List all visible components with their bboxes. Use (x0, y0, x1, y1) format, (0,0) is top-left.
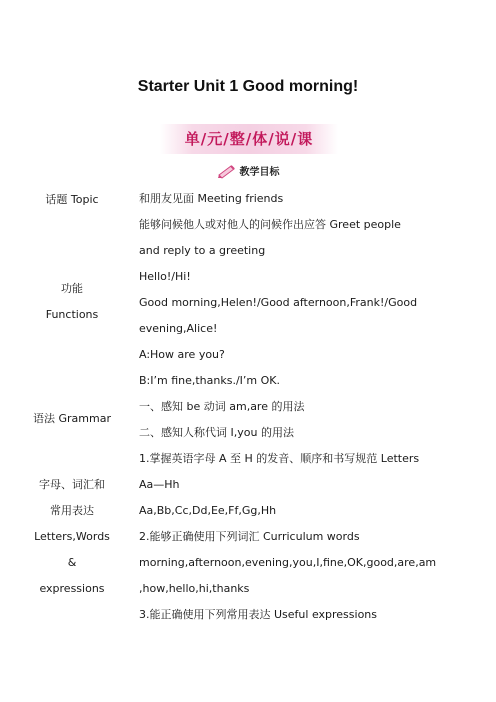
content-line: morning,afternoon,evening,you,I,fine,OK,good,are,am (139, 556, 437, 569)
letters-label-3: Letters,Words (34, 530, 110, 543)
teaching-goals-heading (0, 163, 496, 179)
content-line: A:How are you? (139, 348, 225, 361)
teaching-goals-label: 教学目标 (239, 167, 280, 178)
letters-label-2: 常用表达 (50, 504, 94, 517)
grammar-label: 语法 Grammar (33, 412, 111, 425)
letters-label-4: & (67, 556, 77, 569)
content-line: B:I’m fine,thanks./I’m OK. (139, 374, 280, 387)
content-line: ,how,hello,hi,thanks (139, 582, 250, 595)
functions-label-en: Functions (45, 308, 99, 321)
functions-label-cn: 功能 (61, 282, 83, 295)
content-line: evening,Alice! (139, 322, 218, 335)
content-line: Good morning,Helen!/Good afternoon,Frank!/Good (139, 296, 418, 309)
content-line: 一、感知 be 动词 am,are 的用法 (139, 400, 305, 413)
content-line: Aa,Bb,Cc,Dd,Ee,Ff,Gg,Hh (139, 504, 277, 517)
letters-label-1: 字母、词汇和 (39, 478, 105, 491)
content-line: 和朋友见面 Meeting friends (139, 192, 284, 205)
content-line: 2.能够正确使用下列词汇 Curriculum words (139, 530, 360, 543)
content-line: and reply to a greeting (139, 244, 266, 257)
content-line: 能够问候他人或对他人的问候作出应答 Greet people (139, 218, 401, 231)
section-banner: 单/元/整/体/说/课 (160, 124, 338, 154)
content-line: 3.能正确使用下列常用表达 Useful expressions (139, 608, 378, 621)
page-title: Starter Unit 1 Good morning! (137, 78, 359, 95)
pencil-icon (217, 163, 237, 179)
content-line: 二、感知人称代词 I,you 的用法 (139, 426, 294, 439)
topic-label: 话题 Topic (45, 193, 99, 206)
content-line: 1.掌握英语字母 A 至 H 的发音、顺序和书写规范 Letters (139, 452, 420, 465)
letters-label-5: expressions (39, 582, 105, 595)
content-line: Hello!/Hi! (139, 270, 191, 283)
content-line: Aa—Hh (139, 478, 180, 491)
